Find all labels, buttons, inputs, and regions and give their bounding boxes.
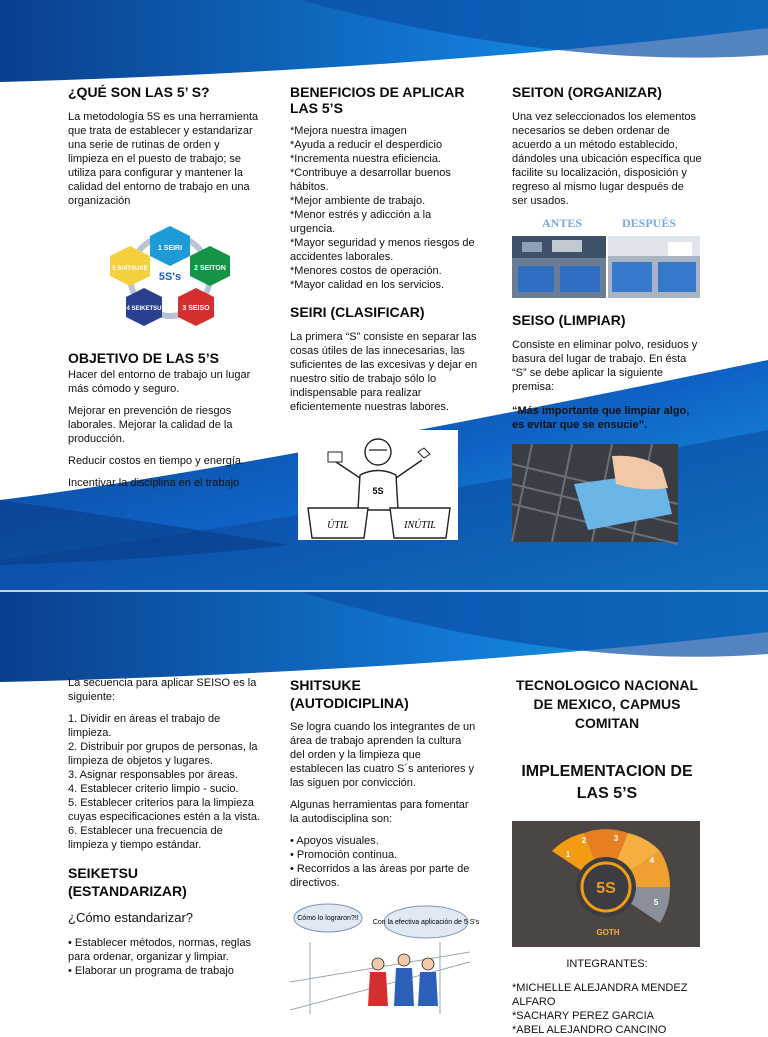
- seiso-step: 4. Establecer criterio limpio - sucio.: [68, 783, 239, 795]
- benefit-item: *Contribuye a desarrollar buenos hábitos.: [290, 167, 451, 193]
- implementation-graphic: [512, 821, 700, 947]
- after-label: DESPUÉS: [622, 216, 677, 230]
- cleaning-photo: [512, 444, 678, 542]
- objetivo-paragraph-3: Reducir costos en tiempo y energía.: [68, 455, 245, 467]
- brochure-page-inner: [0, 592, 768, 1036]
- bubble-left-text: Cómo lo lograron?!!: [297, 915, 359, 922]
- seiso-step: 5. Establecer criterios para la limpieza cuyas especificaciones estén a la vista. 6. Establecer una frecuencia de limpieza y tiempo estándar.: [68, 797, 260, 851]
- benefit-item: *Mejora nuestra imagen: [290, 125, 407, 137]
- seiri-text: La primera “S” consiste en separar las cosas útiles de las innecesarias, las suficientes de las excesivas y dejar en nuestro sitio de trabajo sólo lo indispensable para realizar eficientemente nuestras labores.: [290, 331, 478, 413]
- shitsuke-tool: • Promoción continua.: [290, 849, 398, 861]
- seiso-title: SEISO (LIMPIAR): [512, 312, 626, 328]
- diagram-center-label: 5S's: [158, 271, 182, 283]
- shitsuke-cartoon: [290, 902, 480, 1014]
- member-name: *ABEL ALEJANDRO CANCINO: [512, 1024, 667, 1036]
- objetivo-paragraph-2: Mejorar en prevención de riesgos laborales. Mejorar la calidad de la producción.: [68, 405, 233, 445]
- graphic-center-label: 5S: [596, 880, 616, 897]
- member-name: *MICHELLE ALEJANDRA MENDEZ ALFARO: [512, 982, 688, 1008]
- shitsuke-label: 5 SHITSUKE: [112, 266, 148, 272]
- seiso-step: 3. Asignar responsables por áreas.: [68, 769, 238, 781]
- member-name: *SACHARY PEREZ GARCIA: [512, 1010, 655, 1022]
- graphic-number-4: 4: [649, 856, 655, 865]
- before-after-image: [512, 216, 702, 298]
- seiso-step: 1. Dividir en áreas el trabajo de limpieza.: [68, 713, 221, 739]
- seiso-text: Consiste en eliminar polvo, residuos y basura del lugar de trabajo. En ésta “S” se debe aplicar la siguiente premisa:: [512, 339, 698, 393]
- graphic-number-1: 1: [565, 850, 571, 859]
- members-label: INTEGRANTES:: [566, 958, 648, 970]
- cover-title: IMPLEMENTACION DE LAS 5’S: [521, 763, 693, 802]
- benefit-item: *Menores costos de operación.: [290, 265, 442, 277]
- shitsuke-tool: • Apoyos visuales.: [290, 835, 379, 847]
- before-photo: [512, 236, 606, 298]
- benefit-item: *Incrementa nuestra eficiencia.: [290, 153, 442, 165]
- seiri-label: 1 SEIRI: [157, 245, 183, 252]
- graphic-number-3: 3: [613, 834, 619, 843]
- beneficios-title: BENEFICIOS DE APLICAR LAS 5’S: [290, 84, 465, 116]
- objetivo-paragraph-1: Hacer del entorno de trabajo un lugar más cómodo y seguro.: [68, 369, 251, 395]
- benefit-item: *Menor estrés y adicción a la urgencia.: [290, 209, 432, 235]
- seiketsu-label: 4 SEIKETSU: [126, 306, 162, 312]
- shitsuke-text: Se logra cuando los integrantes de un área de trabajo aprenden la cultura del orden y la limpieza que establecen las cuatro S´s anteriores y las siguen por convicción.: [290, 721, 476, 789]
- page2-column-1: [68, 676, 260, 978]
- beneficios-list: [290, 124, 478, 292]
- seiso-quote: “Más importante que limpiar algo, es evitar que se ensucie”.: [512, 405, 690, 431]
- bubble-right-text: Con la efectiva aplicación de 5 S's: [372, 919, 480, 926]
- seiri-title: SEIRI (CLASIFICAR): [290, 304, 425, 320]
- shitsuke-tool: • Recorridos a las áreas por parte de directivos.: [290, 863, 470, 889]
- page2-column-2: [290, 676, 480, 1014]
- seiketsu-title: SEIKETSU (ESTANDARIZAR): [68, 865, 187, 899]
- shitsuke-tools-intro: Algunas herramientas para fomentar la autodisciplina son:: [290, 799, 469, 825]
- benefit-item: *Mejor ambiente de trabajo.: [290, 195, 426, 207]
- inutil-box-label: INÚTIL: [404, 520, 436, 531]
- seiso-step: 2. Distribuir por grupos de personas, la limpieza de objetos y lugares.: [68, 741, 258, 767]
- benefit-item: *Ayuda a reducir el desperdicio: [290, 139, 443, 151]
- objetivo-paragraph-4: Incentivar la disciplina en el trabajo: [68, 477, 240, 489]
- graphic-number-2: 2: [581, 836, 587, 845]
- before-label: ANTES: [542, 216, 583, 230]
- seiton-title: SEITON (ORGANIZAR): [512, 84, 662, 100]
- que-son-text: La metodología 5S es una herramienta que trata de establecer y estandarizar una serie de rutinas de orden y limpieza en el puesto de trabajo; se utiliza para configurar y mantener la calidad del entorno de trabajo en una organización: [68, 111, 259, 207]
- benefit-item: *Mayor seguridad y menos riesgos de accidentes laborales.: [290, 237, 475, 263]
- five-s-diagram: [90, 222, 260, 332]
- graphic-brand: GOTH: [596, 928, 620, 937]
- seiketsu-bullet: • Elaborar un programa de trabajo: [68, 965, 234, 977]
- page1-column-2: [290, 84, 478, 540]
- page1-column-1: [68, 84, 260, 490]
- benefit-item: *Mayor calidad en los servicios.: [290, 279, 445, 291]
- util-box-label: ÚTIL: [327, 520, 349, 531]
- after-photo: [608, 236, 700, 298]
- page1-column-3: [512, 84, 702, 542]
- seiketsu-bullet: • Establecer métodos, normas, reglas para ordenar, organizar y limpiar.: [68, 937, 251, 963]
- institution-name: TECNOLOGICO NACIONAL DE MEXICO, CAPMUS COMITAN: [516, 677, 698, 731]
- seiso-sequence-intro: La secuencia para aplicar SEISO es la siguiente:: [68, 677, 257, 703]
- seiso-steps-list: [68, 712, 260, 852]
- seiton-text: Una vez seleccionados los elementos necesarios se deben ordenar de acuerdo a un método establecido, dándoles una ubicación específica que facilite su localización, disposición y regreso al mismo lugar después de ser usados.: [512, 111, 702, 207]
- page2-column-3: [512, 676, 702, 1037]
- shitsuke-title: SHITSUKE (AUTODICIPLINA): [290, 677, 409, 711]
- seiri-cartoon: [298, 430, 458, 540]
- seiton-label: 2 SEITON: [194, 265, 226, 272]
- seiso-label: 3 SEISO: [182, 305, 210, 312]
- cartoon-shirt-label: 5S: [372, 486, 384, 496]
- seiketsu-question: ¿Cómo estandarizar?: [68, 910, 193, 925]
- objetivo-title: OBJETIVO DE LAS 5’S: [68, 350, 219, 366]
- graphic-number-5: 5: [653, 898, 659, 907]
- que-son-title: ¿QUÉ SON LAS 5’ S?: [68, 84, 210, 100]
